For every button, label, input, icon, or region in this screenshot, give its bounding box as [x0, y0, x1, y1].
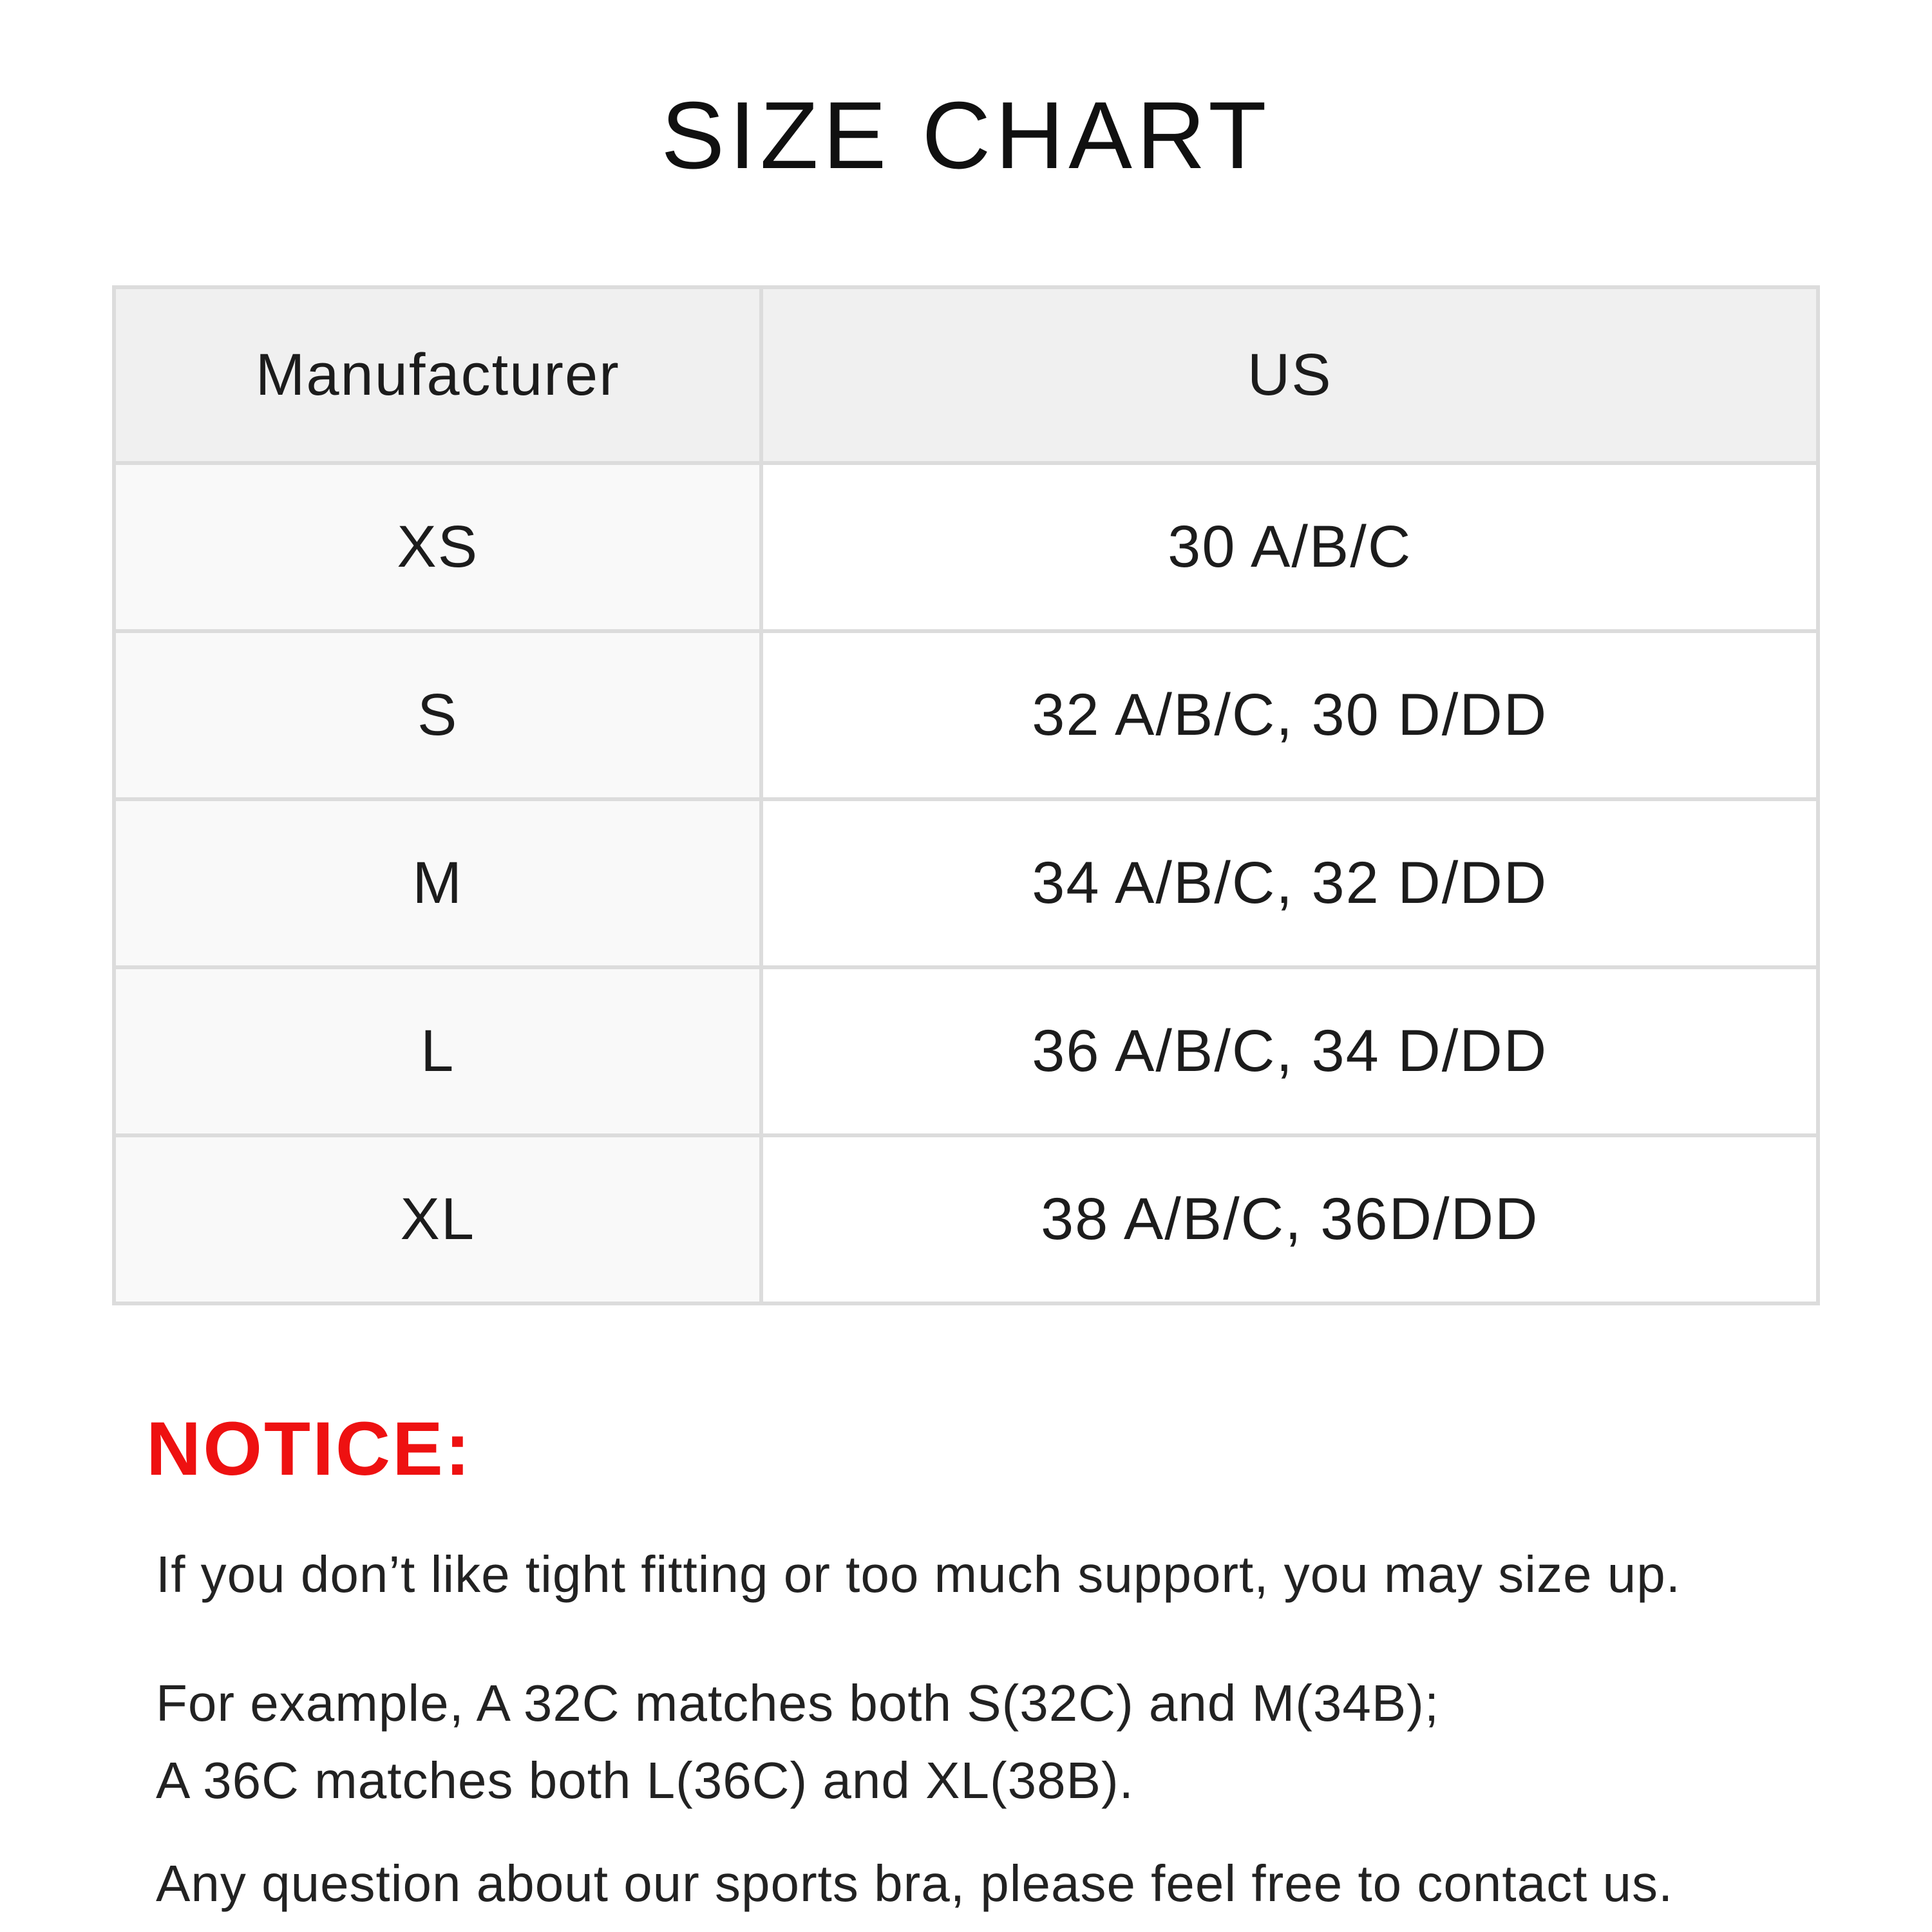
table-header-row — [114, 287, 1818, 463]
size-label-s: S — [114, 631, 761, 799]
notice-heading: NOTICE: — [146, 1406, 473, 1492]
us-sizes-for-xl: 38 A/B/C, 36D/DD — [761, 1135, 1818, 1303]
notice-paragraph-example — [156, 1665, 1803, 1819]
notice-example-line-1: For example, A 32C matches both S(32C) and M(34B); — [156, 1674, 1440, 1732]
notice-paragraph-size-up: If you don’t like tight fitting or too much support, you may size up. — [156, 1545, 1681, 1603]
us-sizes-for-xs: 30 A/B/C — [761, 463, 1818, 631]
size-chart-table — [112, 285, 1820, 1305]
column-header-manufacturer: Manufacturer — [114, 287, 761, 463]
size-label-xl: XL — [114, 1135, 761, 1303]
size-label-l: L — [114, 967, 761, 1135]
table-row — [114, 799, 1818, 967]
table-row — [114, 967, 1818, 1135]
us-sizes-for-s: 32 A/B/C, 30 D/DD — [761, 631, 1818, 799]
column-header-us: US — [761, 287, 1818, 463]
size-label-m: M — [114, 799, 761, 967]
notice-section — [0, 1402, 1932, 1922]
us-sizes-for-m: 34 A/B/C, 32 D/DD — [761, 799, 1818, 967]
us-sizes-for-l: 36 A/B/C, 34 D/DD — [761, 967, 1818, 1135]
notice-example-line-2: A 36C matches both L(36C) and XL(38B). — [156, 1751, 1134, 1809]
page-title: SIZE CHART — [661, 82, 1271, 189]
table-row — [114, 631, 1818, 799]
table-row — [114, 1135, 1818, 1303]
notice-paragraph-contact: Any question about our sports bra, please feel free to contact us. — [156, 1854, 1674, 1912]
table-row — [114, 463, 1818, 631]
size-label-xs: XS — [114, 463, 761, 631]
